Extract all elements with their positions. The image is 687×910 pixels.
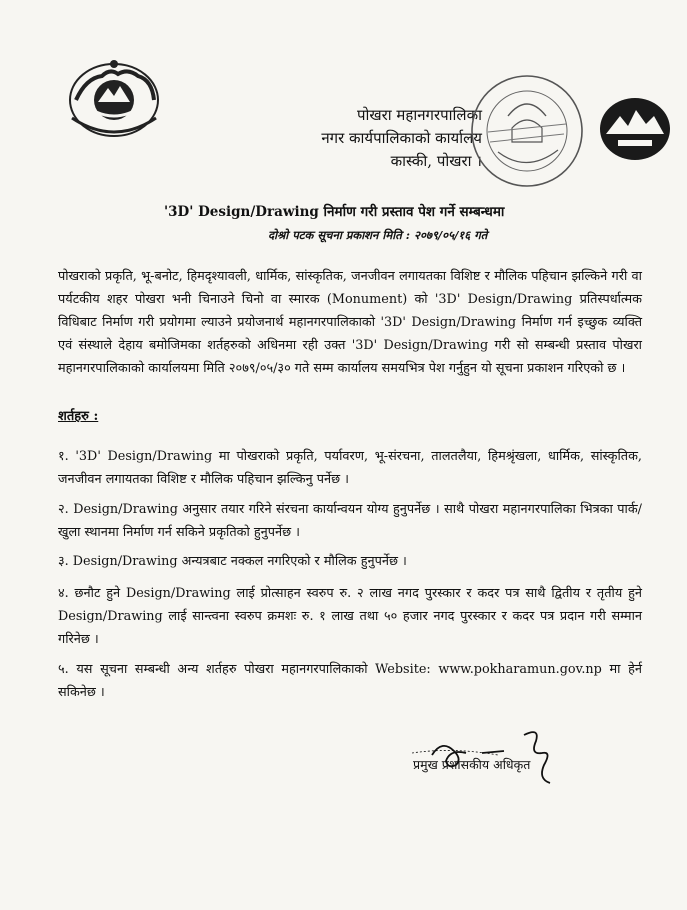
handwritten-signature-icon <box>412 725 592 785</box>
term-item: २. Design/Drawing अनुसार तयार गरिने संरचना कार्यान्वयन योग्य हुनुपर्नेछ । साथै पोखरा महानगरपालिका भित्रका पार्क/खुला स्थानमा निर्माण गर्न सकिने प्रकृतिको हुनुपर्नेछ । <box>58 502 642 540</box>
office-seal-icon <box>468 72 586 190</box>
office-name: नगर कार्यपालिकाको कार्यालय <box>321 129 482 147</box>
nepal-emblem-icon <box>66 56 162 140</box>
notice-title: '3D' Design/Drawing निर्माण गरी प्रस्ताव पेश गर्ने सम्बन्धमा <box>164 204 505 220</box>
office-header <box>282 104 482 173</box>
signatory-title: प्रमुख प्रशासकीय अधिकृत <box>413 757 531 772</box>
term-item: १. '3D' Design/Drawing मा पोखराको प्रकृति, पर्यावरण, भू-संरचना, तालतलैया, हिमश्रृंखला, धार्मिक, सांस्कृतिक, जनजीवन लगायतका विशिष्ट र मौलिक पहिचान झल्किनु पर्नेछ । <box>58 449 642 487</box>
term-item: ३. Design/Drawing अन्यत्रबाट नक्कल नगरिएको र मौलिक हुनुपर्नेछ । <box>58 554 407 569</box>
term-item: ५. यस सूचना सम्बन्धी अन्य शर्तहरु पोखरा महानगरपालिकाको Website: www.pokharamun.gov.np मा हेर्न सकिनेछ । <box>58 662 642 700</box>
terms-heading: शर्तहरु : <box>58 409 99 424</box>
notice-body: पोखराको प्रकृति, भू-बनोट, हिमदृश्यावली, धार्मिक, सांस्कृतिक, जनजीवन लगायतका विशिष्ट र मौलिक पहिचान झल्किने गरी वा पर्यटकीय शहर पोखरा भनी चिनाउने चिनो वा स्मारक (Monument) को '3D' Design/Drawing प्रतिस्पर्धात्मक विधिबाट निर्माण गरी प्रयोगमा ल्याउने प्रयोजनार्थ महानगरपालिकाको '3D' Design/Drawing निर्माण गर्न इच्छुक व्यक्ति एवं संस्थाले देहाय बमोजिमका शर्तहरुको अधिनमा रही उक्त '3D' Design/Drawing गरी सो सम्बन्धी प्रस्ताव पोखरा महानगरपालिकाको कार्यालयमा मिति २०७९/०५/३० गते सम्म कार्यालय समयभित्र पेश गर्नुहुन यो सूचना प्रकाशन गरिएको छ । <box>58 269 642 376</box>
notice-subtitle: दोश्रो पटक सूचना प्रकाशन मिति : २०७९/०५/१६ गते <box>268 228 488 242</box>
pokhara-metropolitan-logo-icon <box>598 96 672 162</box>
office-location: कास्की, पोखरा । <box>390 152 482 170</box>
term-item: ४. छनौट हुने Design/Drawing लाई प्रोत्साहन स्वरुप रु. २ लाख नगद पुरस्कार र कदर पत्र साथै द्वितीय र तृतीय हुने Design/Drawing लाई सान्त्वना स्वरुप क्रमशः रु. १ लाख तथा ५० हजार नगद पुरस्कार र कदर पत्र प्रदान गरी सम्मान गरिनेछ । <box>58 586 642 647</box>
municipality-name: पोखरा महानगरपालिका <box>356 106 482 124</box>
